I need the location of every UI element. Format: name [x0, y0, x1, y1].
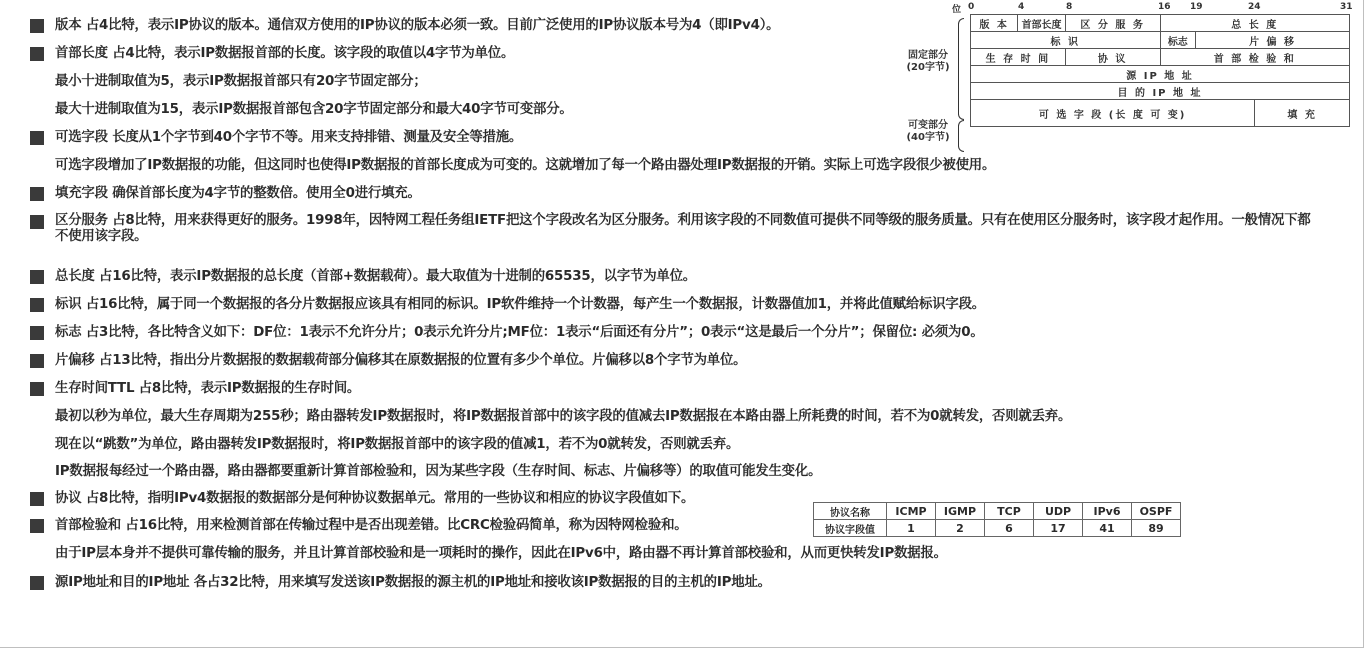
variable-brace: [958, 120, 964, 152]
protocol-value: 89: [1132, 520, 1181, 537]
sub-text: 最小十进制取值为5，表示IP数据报首部只有20字节固定部分；: [55, 74, 427, 89]
bullet-square: [30, 270, 44, 284]
sub-text: IP数据报每经过一个路由器，路由器都要重新计算首部检验和，因为某些字段（生存时间、标志、片偏移等）的取值可能发生变化。: [55, 464, 822, 479]
bullet-square: [30, 298, 44, 312]
bullet-text: 可选字段 长度从1个字节到40个字节不等。用来支持排错、测量及安全等措施。: [55, 130, 523, 145]
bullet-square: [30, 131, 44, 145]
protocol-name: IGMP: [936, 503, 985, 520]
field-checksum: 首 部 检 验 和: [1160, 49, 1350, 66]
protocol-name: IPv6: [1083, 503, 1132, 520]
fixed-part-title: 固定部分: [908, 50, 948, 61]
protocol-value-row: [814, 520, 1181, 537]
field-identification: 标 识: [971, 32, 1161, 49]
field-ttl: 生 存 时 间: [971, 49, 1066, 66]
protocol-value: 41: [1083, 520, 1132, 537]
protocol-value: 6: [985, 520, 1034, 537]
sub-text: 由于IP层本身并不提供可靠传输的服务，并且计算首部校验和是一项耗时的操作，因此在IPv6中，路由器不再计算首部校验和，从而更快转发IP数据报。: [55, 546, 947, 561]
bullet-square: [30, 215, 44, 229]
field-source-ip: 源 IP 地 址: [971, 66, 1350, 83]
bit-16: 16: [1158, 2, 1171, 12]
bullet-square: [30, 492, 44, 506]
fixed-part-label: [902, 50, 954, 74]
ip-header-diagram: [900, 0, 1360, 160]
bit-scale: [900, 2, 1360, 14]
bullet-text: 标识 占16比特，属于同一个数据报的各分片数据报应该具有相同的标识。IP软件维持一个计数器，每产生一个数据报，计数器值加1，并将此值赋给标识字段。: [55, 297, 985, 312]
bit-31: 31: [1340, 2, 1353, 12]
field-fragment-offset: 片 偏 移: [1196, 32, 1350, 49]
header-row-3: [971, 49, 1350, 66]
bullet-text: 生存时间TTL 占8比特，表示IP数据报的生存时间。: [55, 381, 361, 396]
field-padding: 填 充: [1255, 100, 1350, 127]
field-version: 版 本: [971, 15, 1018, 32]
sub-text: 最初以秒为单位，最大生存周期为255秒；路由器转发IP数据报时，将IP数据报首部中的该字段的值减去IP数据报在本路由器上所耗费的时间，若不为0就转发，否则就丢弃。: [55, 409, 1072, 424]
bullet-text: 填充字段 确保首部长度为4字节的整数倍。使用全0进行填充。: [55, 186, 421, 201]
protocol-name-header: 协议名称: [814, 503, 887, 520]
header-row-4: [971, 66, 1350, 83]
protocol-name: UDP: [1034, 503, 1083, 520]
bullet-text: 版本 占4比特，表示IP协议的版本。通信双方使用的IP协议的版本必须一致。目前广泛使用的IP协议版本号为4（即IPv4）。: [55, 18, 780, 33]
bullet-square: [30, 19, 44, 33]
header-row-1: [971, 15, 1350, 32]
variable-part-size: (40字节): [906, 132, 950, 143]
bit-label: 位: [952, 5, 962, 15]
header-row-5: [971, 83, 1350, 100]
bullet-text: 首部检验和 占16比特，用来检测首部在传输过程中是否出现差错。比CRC检验码简单，称为因特网检验和。: [55, 518, 688, 533]
bullet-text: 片偏移 占13比特，指出分片数据报的数据载荷部分偏移其在原数据报的位置有多少个单位。片偏移以8个字节为单位。: [55, 353, 747, 368]
sub-text: 现在以“跳数”为单位，路由器转发IP数据报时，将IP数据报首部中的该字段的值减1，若不为0就转发，否则就丢弃。: [55, 437, 740, 452]
bullet-text: 总长度 占16比特，表示IP数据报的总长度（首部+数据载荷）。最大取值为十进制的65535，以字节为单位。: [55, 269, 697, 284]
bullet-text: 源IP地址和目的IP地址 各占32比特，用来填写发送该IP数据报的源主机的IP地址和接收该IP数据报的目的主机的IP地址。: [55, 575, 771, 590]
bullet-square: [30, 519, 44, 533]
header-grid: [970, 14, 1350, 127]
bit-0: 0: [968, 2, 975, 12]
sub-text: 可选字段增加了IP数据报的功能，但这同时也使得IP数据报的首部长度成为可变的。这就增加了每一个路由器处理IP数据报的开销。实际上可选字段很少被使用。: [55, 158, 996, 173]
protocol-value: 2: [936, 520, 985, 537]
bullet-text: 区分服务 占8比特，用来获得更好的服务。1998年，因特网工程任务组IETF把这个字段改名为区分服务。利用该字段的不同数值可提供不同等级的服务质量。只有在使用区分服务时，该字段才起作用。一般情况下都不使用该字段。: [55, 213, 1311, 244]
field-ihl: 首部长度: [1018, 15, 1065, 32]
protocol-value: 17: [1034, 520, 1083, 537]
bit-4: 4: [1018, 2, 1025, 12]
bullet-square: [30, 576, 44, 590]
header-row-2: [971, 32, 1350, 49]
field-protocol: 协 议: [1065, 49, 1160, 66]
bit-8: 8: [1066, 2, 1073, 12]
bullet-text: 协议 占8比特，指明IPv4数据报的数据部分是何种协议数据单元。常用的一些协议和相应的协议字段值如下。: [55, 491, 695, 506]
field-flags: 标志: [1160, 32, 1196, 49]
bit-19: 19: [1190, 2, 1203, 12]
protocol-value-header: 协议字段值: [814, 520, 887, 537]
protocol-name: TCP: [985, 503, 1034, 520]
protocol-name-row: [814, 503, 1181, 520]
protocol-name: ICMP: [887, 503, 936, 520]
header-row-6: [971, 100, 1350, 127]
protocol-value: 1: [887, 520, 936, 537]
field-ds: 区 分 服 务: [1065, 15, 1160, 32]
bullet-square: [30, 382, 44, 396]
field-dest-ip: 目 的 IP 地 址: [971, 83, 1350, 100]
bit-24: 24: [1248, 2, 1261, 12]
bullet-text: 标志 占3比特，各比特含义如下：DF位：1表示不允许分片；0表示允许分片;MF位：1表示“后面还有分片”；0表示“这是最后一个分片”；保留位: 必须为0。: [55, 325, 984, 340]
bullet-square: [30, 187, 44, 201]
field-total-length: 总 长 度: [1160, 15, 1350, 32]
bullet-square: [30, 354, 44, 368]
bullet-square: [30, 47, 44, 61]
field-options: 可 选 字 段 (长 度 可 变): [971, 100, 1255, 127]
fixed-part-size: (20字节): [906, 62, 950, 73]
protocol-name: OSPF: [1132, 503, 1181, 520]
bullet-text: 首部长度 占4比特，表示IP数据报首部的长度。该字段的取值以4字节为单位。: [55, 46, 515, 61]
sub-text: 最大十进制取值为15，表示IP数据报首部包含20字节固定部分和最大40字节可变部分。: [55, 102, 573, 117]
variable-part-title: 可变部分: [908, 120, 948, 131]
variable-part-label: [902, 120, 954, 144]
protocol-table: [813, 502, 1181, 537]
bullet-square: [30, 326, 44, 340]
fixed-brace: [958, 18, 964, 120]
